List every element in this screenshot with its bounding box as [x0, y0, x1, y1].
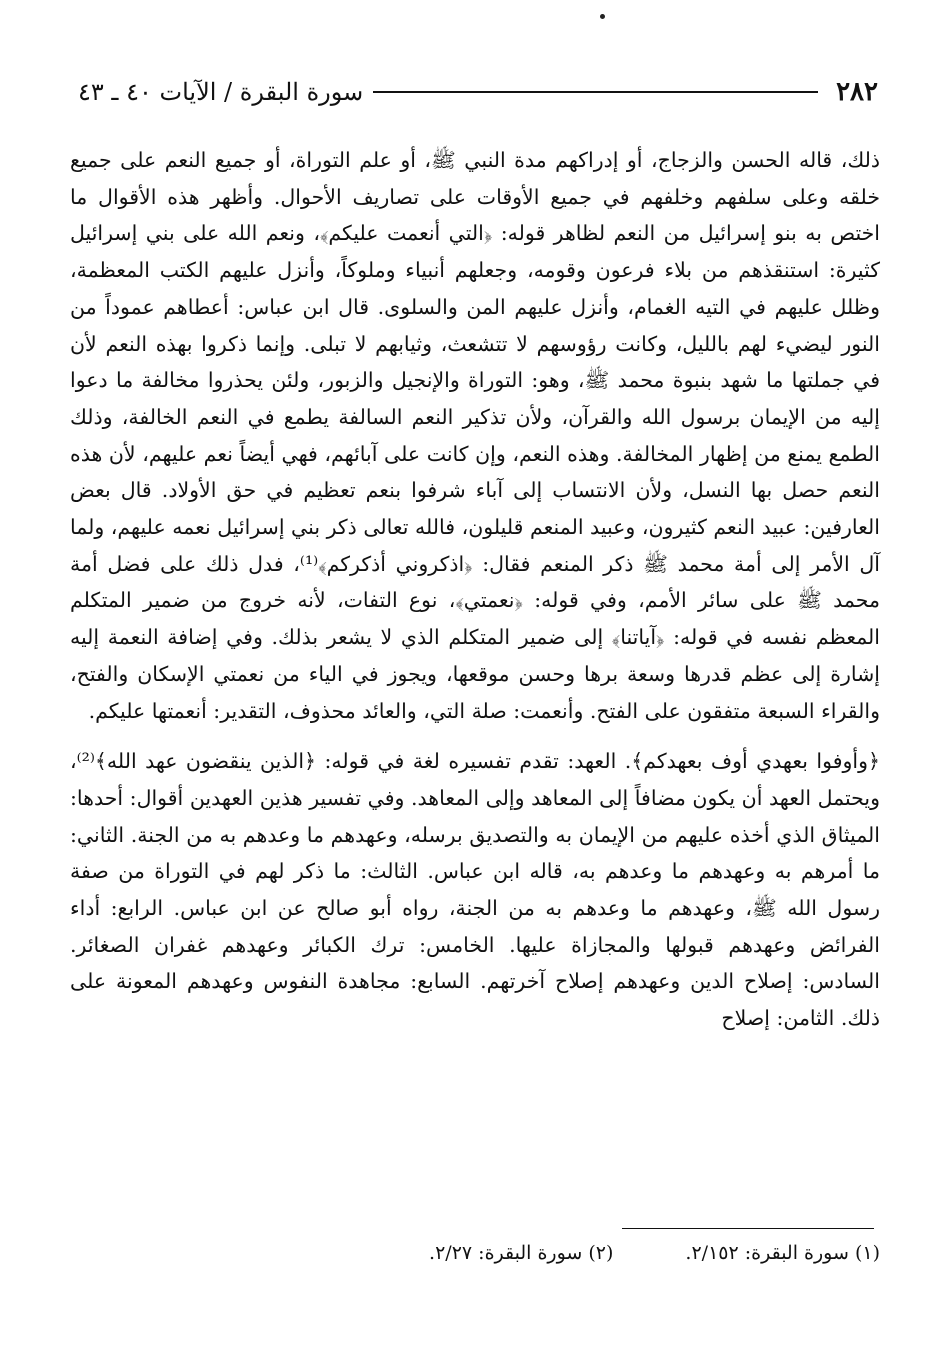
footnote-1: (١) سورة البقرة: ٢/١٥٢.: [685, 1242, 880, 1264]
running-title: سورة البقرة / الآيات ٤٠ ـ ٤٣: [78, 78, 364, 106]
footnote-rule: [622, 1228, 874, 1229]
footnote-2: (٢) سورة البقرة: ٢/٢٧.: [429, 1242, 614, 1264]
page-header: [78, 70, 878, 114]
paragraph-1: ذلك، قاله الحسن والزجاج، أو إدراكهم مدة النبي ﷺ، أو علم التوراة، أو جميع النعم على جميع خلقه وعلى سلفهم وخلفهم في جميع الأوقات على تصاريف الأحوال. وأظهر هذه الأقوال ما اختص به بنو إسرائيل من النعم لظاهر قوله: ﴿التي أنعمت عليكم﴾، ونعم الله على بني إسرائيل كثيرة: استنقذهم من بلاء فرعون وقومه، وجعلهم أنبياء وملوكاً، وأنزل عليهم الكتب المعظمة، وظلل عليهم في التيه الغمام، وأنزل عليهم المن والسلوى. قال ابن عباس: أعطاهم عموداً من النور ليضيء لهم بالليل، وكانت رؤوسهم لا تتشعث، وثيابهم لا تبلى. وإنما ذكروا بهذه النعم لأن في جملتها ما شهد بنبوة محمد ﷺ، وهو: التوراة والإنجيل والزبور، ولئن يحذروا مخالفة ما دعوا إليه من الإيمان برسول الله والقرآن، ولأن تذكير النعم السالفة يطمع في النعم الخالفة، وذلك الطمع يمنع من إظهار المخالفة. وهذه النعم، وإن كانت على آبائهم، فهي أيضاً نعم عليهم، لأن هذه النعم حصل بها النسل، ولأن الانتساب إلى آباء شرفوا بنعم تعظيم في حق الأولاد. قال بعض العارفين: عبيد النعم كثيرون، وعبيد المنعم قليلون، فالله تعالى ذكر بني إسرائيل نعمه عليهم، ولما آل الأمر إلى أمة محمد ﷺ ذكر المنعم فقال: ﴿اذكروني أذكركم﴾⁽¹⁾، فدل ذلك على فضل أمة محمد ﷺ على سائر الأمم، وفي قوله: ﴿نعمتي﴾، نوع التفات، لأنه خروج من ضمير المتكلم المعظم نفسه في قوله: ﴿آياتنا﴾ إلى ضمير المتكلم الذي لا يشعر بذلك. وفي إضافة النعمة إليه إشارة إلى عظم قدرها وسعة برها وحسن موقعها، ويجوز في الياء من نعمتي الإسكان والفتح، والقراء السبعة متفقون على الفتح. وأنعمت: صلة التي، والعائد محذوف، التقدير: أنعمتها عليكم.: [70, 148, 881, 723]
main-text: [70, 142, 880, 1037]
ink-dot: [600, 14, 605, 19]
footnotes: [250, 1238, 880, 1268]
header-rule: [373, 91, 818, 93]
paragraph-2: ﴿وأوفوا بعهدي أوف بعهدكم﴾. العهد: تقدم تفسيره لغة في قوله: ﴿الذين ينقضون عهد الله﴾⁽²⁾، ويحتمل العهد أن يكون مضافاً إلى المعاهد وإلى المعاهد. وفي تفسير هذين العهدين أقوال: أحدها: الميثاق الذي أخذه عليهم من الإيمان به والتصديق برسله، وعهدهم ما وعدهم به من الجنة. الثاني: ما أمرهم به وعهدهم ما وعدهم به، قاله ابن عباس. الثالث: ما ذكر لهم في التوراة من صفة رسول الله ﷺ، وعهدهم ما وعدهم به من الجنة، رواه أبو صالح عن ابن عباس. الرابع: أداء الفرائض وعهدهم قبولها والمجازاة عليها. الخامس: ترك الكبائر وعهدهم غفران الصغائر. السادس: إصلاح الدين وعهدهم إصلاح آخرتهم. السابع: مجاهدة النفوس وعهدهم المعونة على ذلك. الثامن: إصلاح: [70, 749, 880, 1031]
page-number: ٢٨٢: [836, 77, 878, 107]
